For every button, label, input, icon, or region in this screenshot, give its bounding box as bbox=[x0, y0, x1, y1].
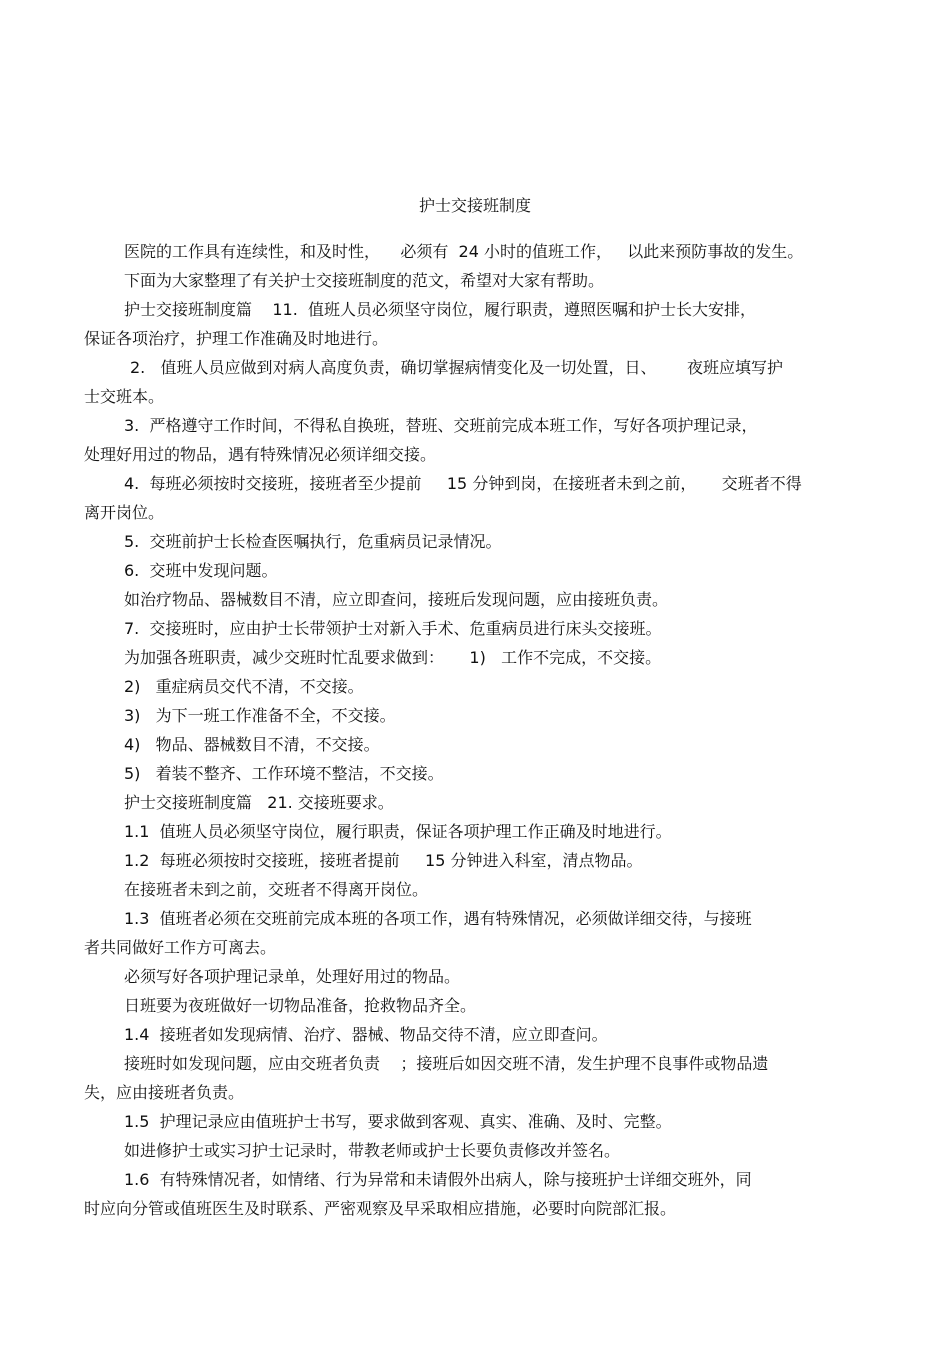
paragraph-line: 为加强各班职责，减少交班时忙乱要求做到： 1) 工作不完成，不交接。 bbox=[124, 648, 662, 667]
paragraph-line: 1.6 有特殊情况者，如情绪、行为异常和未请假外出病人，除与接班护士详细交班外，同 bbox=[124, 1170, 752, 1189]
paragraph-line: 3) 为下一班工作准备不全，不交接。 bbox=[124, 706, 396, 725]
paragraph-line: 如治疗物品、器械数目不清，应立即查问，接班后发现问题，应由接班负责。 bbox=[124, 590, 669, 609]
paragraph-line: 保证各项治疗，护理工作准确及时地进行。 bbox=[84, 329, 389, 348]
paragraph-line: 处理好用过的物品，遇有特殊情况必须详细交接。 bbox=[84, 445, 437, 464]
paragraph-line: 1.4 接班者如发现病情、治疗、器械、物品交待不清，应立即查问。 bbox=[124, 1025, 608, 1044]
paragraph-line: 护士交接班制度篇 21. 交接班要求。 bbox=[124, 793, 394, 812]
paragraph-line: 接班时如发现问题，应由交班者负责 ；接班后如因交班不清，发生护理不良事件或物品遗 bbox=[124, 1054, 769, 1073]
document-body bbox=[84, 237, 874, 1223]
paragraph-line: 下面为大家整理了有关护士交接班制度的范文，希望对大家有帮助。 bbox=[124, 271, 605, 290]
paragraph-line: 2. 值班人员应做到对病人高度负责，确切掌握病情变化及一切处置，日、 夜班应填写护 bbox=[130, 358, 784, 377]
paragraph-line: 1.3 值班者必须在交班前完成本班的各项工作，遇有特殊情况，必须做详细交待，与接班 bbox=[124, 909, 752, 928]
paragraph-line: 4) 物品、器械数目不清，不交接。 bbox=[124, 735, 380, 754]
paragraph-line: 失，应由接班者负责。 bbox=[84, 1083, 245, 1102]
paragraph-line: 2) 重症病员交代不清，不交接。 bbox=[124, 677, 364, 696]
paragraph-line: 7. 交接班时，应由护士长带领护士对新入手术、危重病员进行床头交接班。 bbox=[124, 619, 662, 638]
paragraph-line: 1.2 每班必须按时交接班，接班者提前 15 分钟进入科室，清点物品。 bbox=[124, 851, 643, 870]
paragraph-line: 在接班者未到之前，交班者不得离开岗位。 bbox=[124, 880, 429, 899]
paragraph-line: 医院的工作具有连续性，和及时性， 必须有 24 小时的值班工作， 以此来预防事故的发生。 bbox=[124, 242, 804, 261]
paragraph-line: 3. 严格遵守工作时间，不得私自换班，替班、交班前完成本班工作，写好各项护理记录， bbox=[124, 416, 758, 435]
paragraph-line: 者共同做好工作方可离去。 bbox=[84, 938, 277, 957]
paragraph-line: 日班要为夜班做好一切物品准备，抢救物品齐全。 bbox=[124, 996, 477, 1015]
paragraph-line: 士交班本。 bbox=[84, 387, 165, 406]
paragraph-line: 离开岗位。 bbox=[84, 503, 165, 522]
paragraph-line: 必须写好各项护理记录单，处理好用过的物品。 bbox=[124, 967, 461, 986]
paragraph-line: 时应向分管或值班医生及时联系、严密观察及早采取相应措施，必要时向院部汇报。 bbox=[84, 1199, 677, 1218]
paragraph-line: 5. 交班前护士长检查医嘱执行，危重病员记录情况。 bbox=[124, 532, 502, 551]
paragraph-line: 6. 交班中发现问题。 bbox=[124, 561, 278, 580]
paragraph-line: 如进修护士或实习护士记录时，带教老师或护士长要负责修改并签名。 bbox=[124, 1141, 621, 1160]
paragraph-line: 4. 每班必须按时交接班，接班者至少提前 15 分钟到岗，在接班者未到之前， 交班者不得 bbox=[124, 474, 802, 493]
paragraph-line: 护士交接班制度篇 11. 值班人员必须坚守岗位，履行职责，遵照医嘱和护士长大安排， bbox=[124, 300, 756, 319]
paragraph-line: 5) 着装不整齐、工作环境不整洁，不交接。 bbox=[124, 764, 444, 783]
paragraph-line: 1.1 值班人员必须坚守岗位，履行职责，保证各项护理工作正确及时地进行。 bbox=[124, 822, 672, 841]
paragraph-line: 1.5 护理记录应由值班护士书写，要求做到客观、真实、准确、及时、完整。 bbox=[124, 1112, 672, 1131]
document-title: 护士交接班制度 bbox=[418, 196, 531, 215]
